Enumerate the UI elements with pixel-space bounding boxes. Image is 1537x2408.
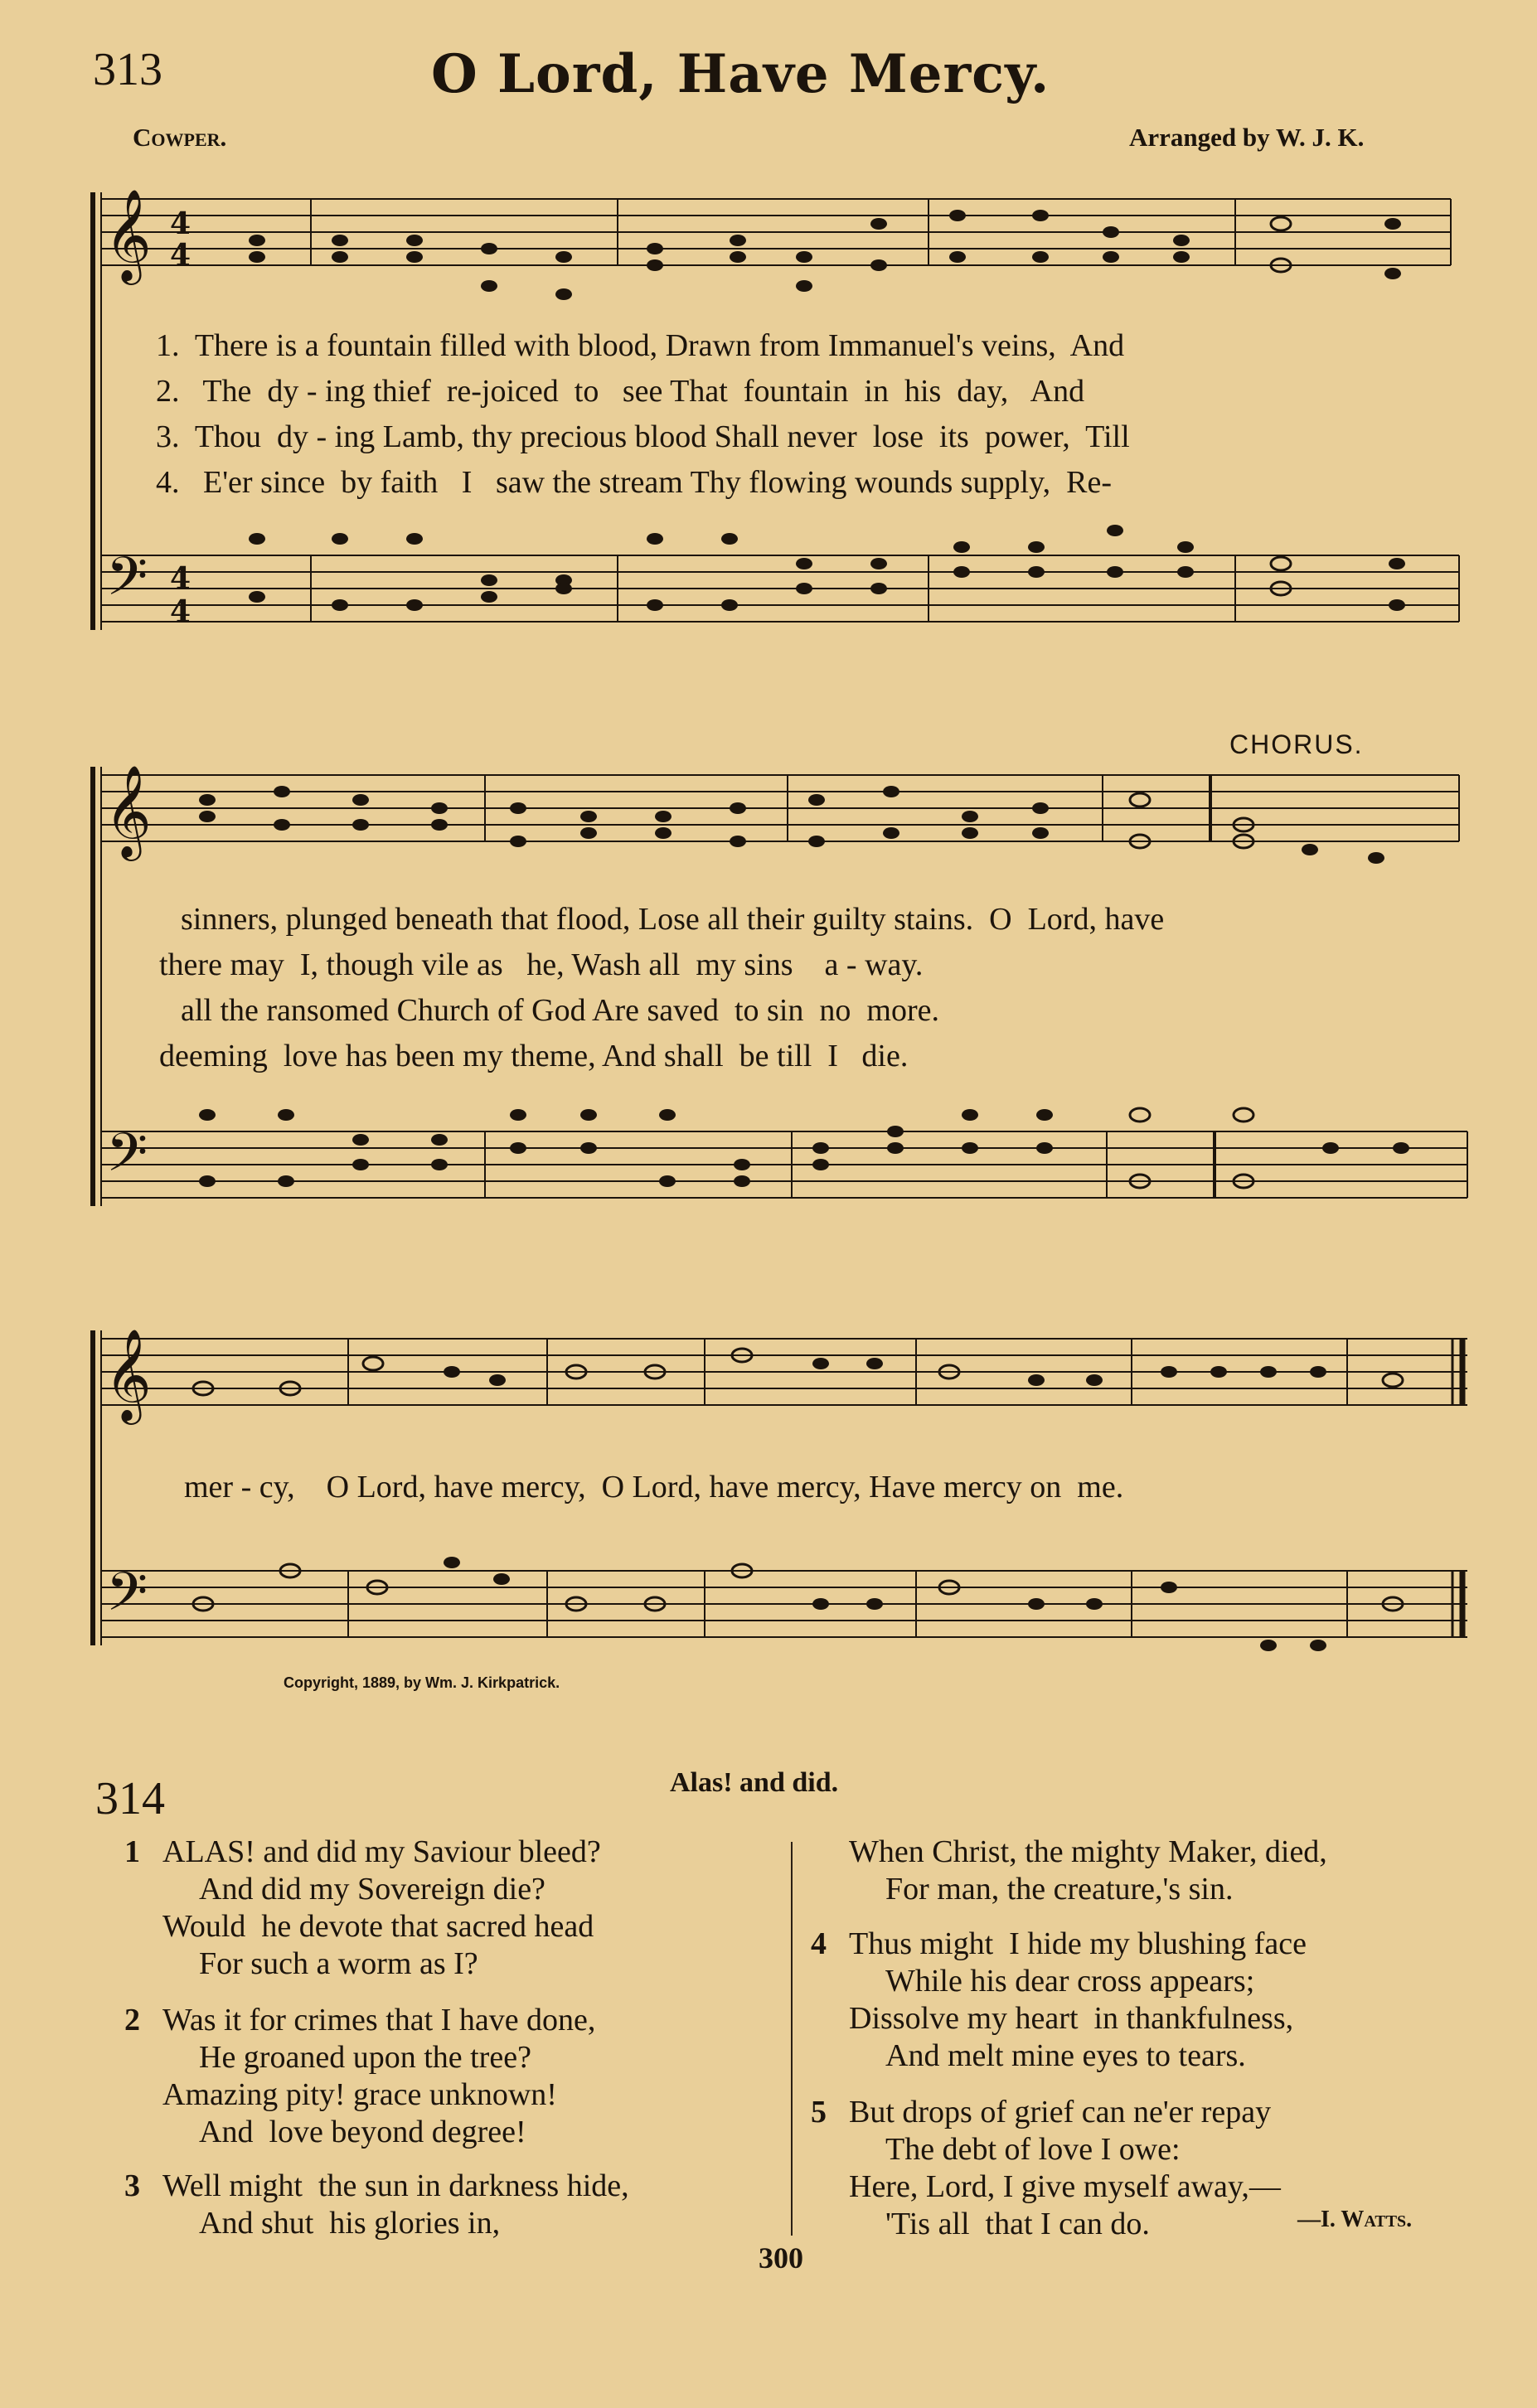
lyric-line: 4. E'er since by faith I saw the stream Thy flowing wounds supply, Re- — [156, 465, 1112, 500]
verse-line: The debt of love I owe: — [885, 2132, 1181, 2167]
page-number: 300 — [759, 2241, 803, 2275]
verse-line: And shut his glories in, — [199, 2206, 501, 2241]
lyric-line: 2. The dy - ing thief re-joiced to see That fountain in his day, And — [156, 374, 1085, 409]
column-divider — [791, 1842, 793, 2236]
lyric-line: all the ransomed Church of God Are saved to sin no more. — [181, 993, 939, 1028]
verse-line: And melt mine eyes to tears. — [885, 2038, 1246, 2073]
verse-line: And love beyond degree! — [199, 2115, 526, 2149]
verse-line: While his dear cross appears; — [885, 1964, 1255, 1999]
svg-text:4: 4 — [170, 206, 192, 241]
bass-noteheads-1 — [249, 525, 1405, 611]
attribution: —I. Watts. — [1297, 2207, 1413, 2232]
svg-text:𝄢: 𝄢 — [106, 1122, 148, 1197]
lyric-line: mer - cy, O Lord, have mercy, O Lord, have mercy, Have mercy on me. — [184, 1470, 1124, 1504]
verse-line: Well might the sun in darkness hide, — [162, 2168, 629, 2203]
lyric-line: 1. There is a fountain filled with blood, Drawn from Immanuel's veins, And — [156, 328, 1125, 363]
svg-text:𝄢: 𝄢 — [106, 1562, 148, 1636]
stanza-number: 3 — [124, 2168, 140, 2203]
arranger-credit: Arranged by W. J. K. — [1129, 123, 1365, 152]
svg-text:𝄞: 𝄞 — [104, 188, 152, 281]
stanza-3-continued — [849, 1834, 1327, 1908]
stanza-number: 2 — [124, 2003, 140, 2037]
svg-text:𝄞: 𝄞 — [104, 1328, 152, 1421]
verse-line: Would he devote that sacred head — [162, 1909, 594, 1944]
svg-text:4: 4 — [170, 561, 192, 596]
stanza-number: 1 — [124, 1834, 140, 1869]
author-credit: Cowper. — [133, 123, 227, 152]
svg-text:𝄢: 𝄢 — [106, 546, 148, 621]
verse-line: When Christ, the mighty Maker, died, — [849, 1834, 1327, 1869]
hymn-title-313: O Lord, Have Mercy. — [431, 43, 1050, 105]
chorus-label: CHORUS. — [1229, 729, 1364, 759]
system1-treble-staff — [101, 199, 1451, 265]
system2-treble-staff — [101, 775, 1459, 841]
noteheads — [249, 210, 1401, 300]
lyric-line: 3. Thou dy - ing Lamb, thy precious blood Shall never lose its power, Till — [156, 419, 1130, 454]
stanza-3 — [124, 2168, 629, 2242]
system1-bass-staff — [101, 555, 1459, 622]
svg-text:4: 4 — [170, 594, 192, 629]
verse-line: He groaned upon the tree? — [199, 2040, 531, 2075]
lyric-line: deeming love has been my theme, And shall be till I die. — [159, 1039, 909, 1073]
verse-line: Here, Lord, I give myself away,— — [849, 2169, 1281, 2204]
verse-line: 'Tis all that I can do. — [885, 2207, 1150, 2241]
stanza-number: 5 — [811, 2095, 827, 2129]
verse-line: For man, the creature,'s sin. — [885, 1872, 1234, 1907]
verse-line: Thus might I hide my blushing face — [849, 1926, 1307, 1961]
svg-text:𝄞: 𝄞 — [104, 764, 152, 857]
verse-line: Amazing pity! grace unknown! — [162, 2077, 557, 2112]
stanza-5 — [811, 2094, 1281, 2243]
lyric-line: there may I, though vile as he, Wash all my sins a - way. — [159, 947, 924, 982]
stanza-number: 4 — [811, 1926, 827, 1961]
verse-line: ALAS! and did my Saviour bleed? — [162, 1834, 601, 1869]
verse-line: And did my Sovereign die? — [199, 1872, 545, 1907]
stanza-1 — [124, 1834, 601, 1983]
svg-text:4: 4 — [170, 238, 192, 273]
verse-line: But drops of grief can ne'er repay — [849, 2095, 1272, 2129]
hymn-number-313: 313 — [93, 44, 162, 95]
verse-line: Was it for crimes that I have done, — [162, 2003, 596, 2037]
verse-line: Dissolve my heart in thankfulness, — [849, 2001, 1294, 2036]
stanza-4 — [811, 1926, 1307, 2075]
system2-bass-staff — [101, 1131, 1467, 1198]
copyright-notice: Copyright, 1889, by Wm. J. Kirkpatrick. — [284, 1674, 560, 1691]
hymn-title-314: Alas! and did. — [670, 1767, 839, 1798]
verse-line: For such a worm as I? — [199, 1946, 478, 1981]
hymn-number-314: 314 — [95, 1773, 165, 1824]
system3-bass-staff — [101, 1571, 1467, 1637]
lyric-line: sinners, plunged beneath that flood, Lose all their guilty stains. O Lord, have — [181, 902, 1165, 937]
stanza-2 — [124, 2002, 596, 2151]
